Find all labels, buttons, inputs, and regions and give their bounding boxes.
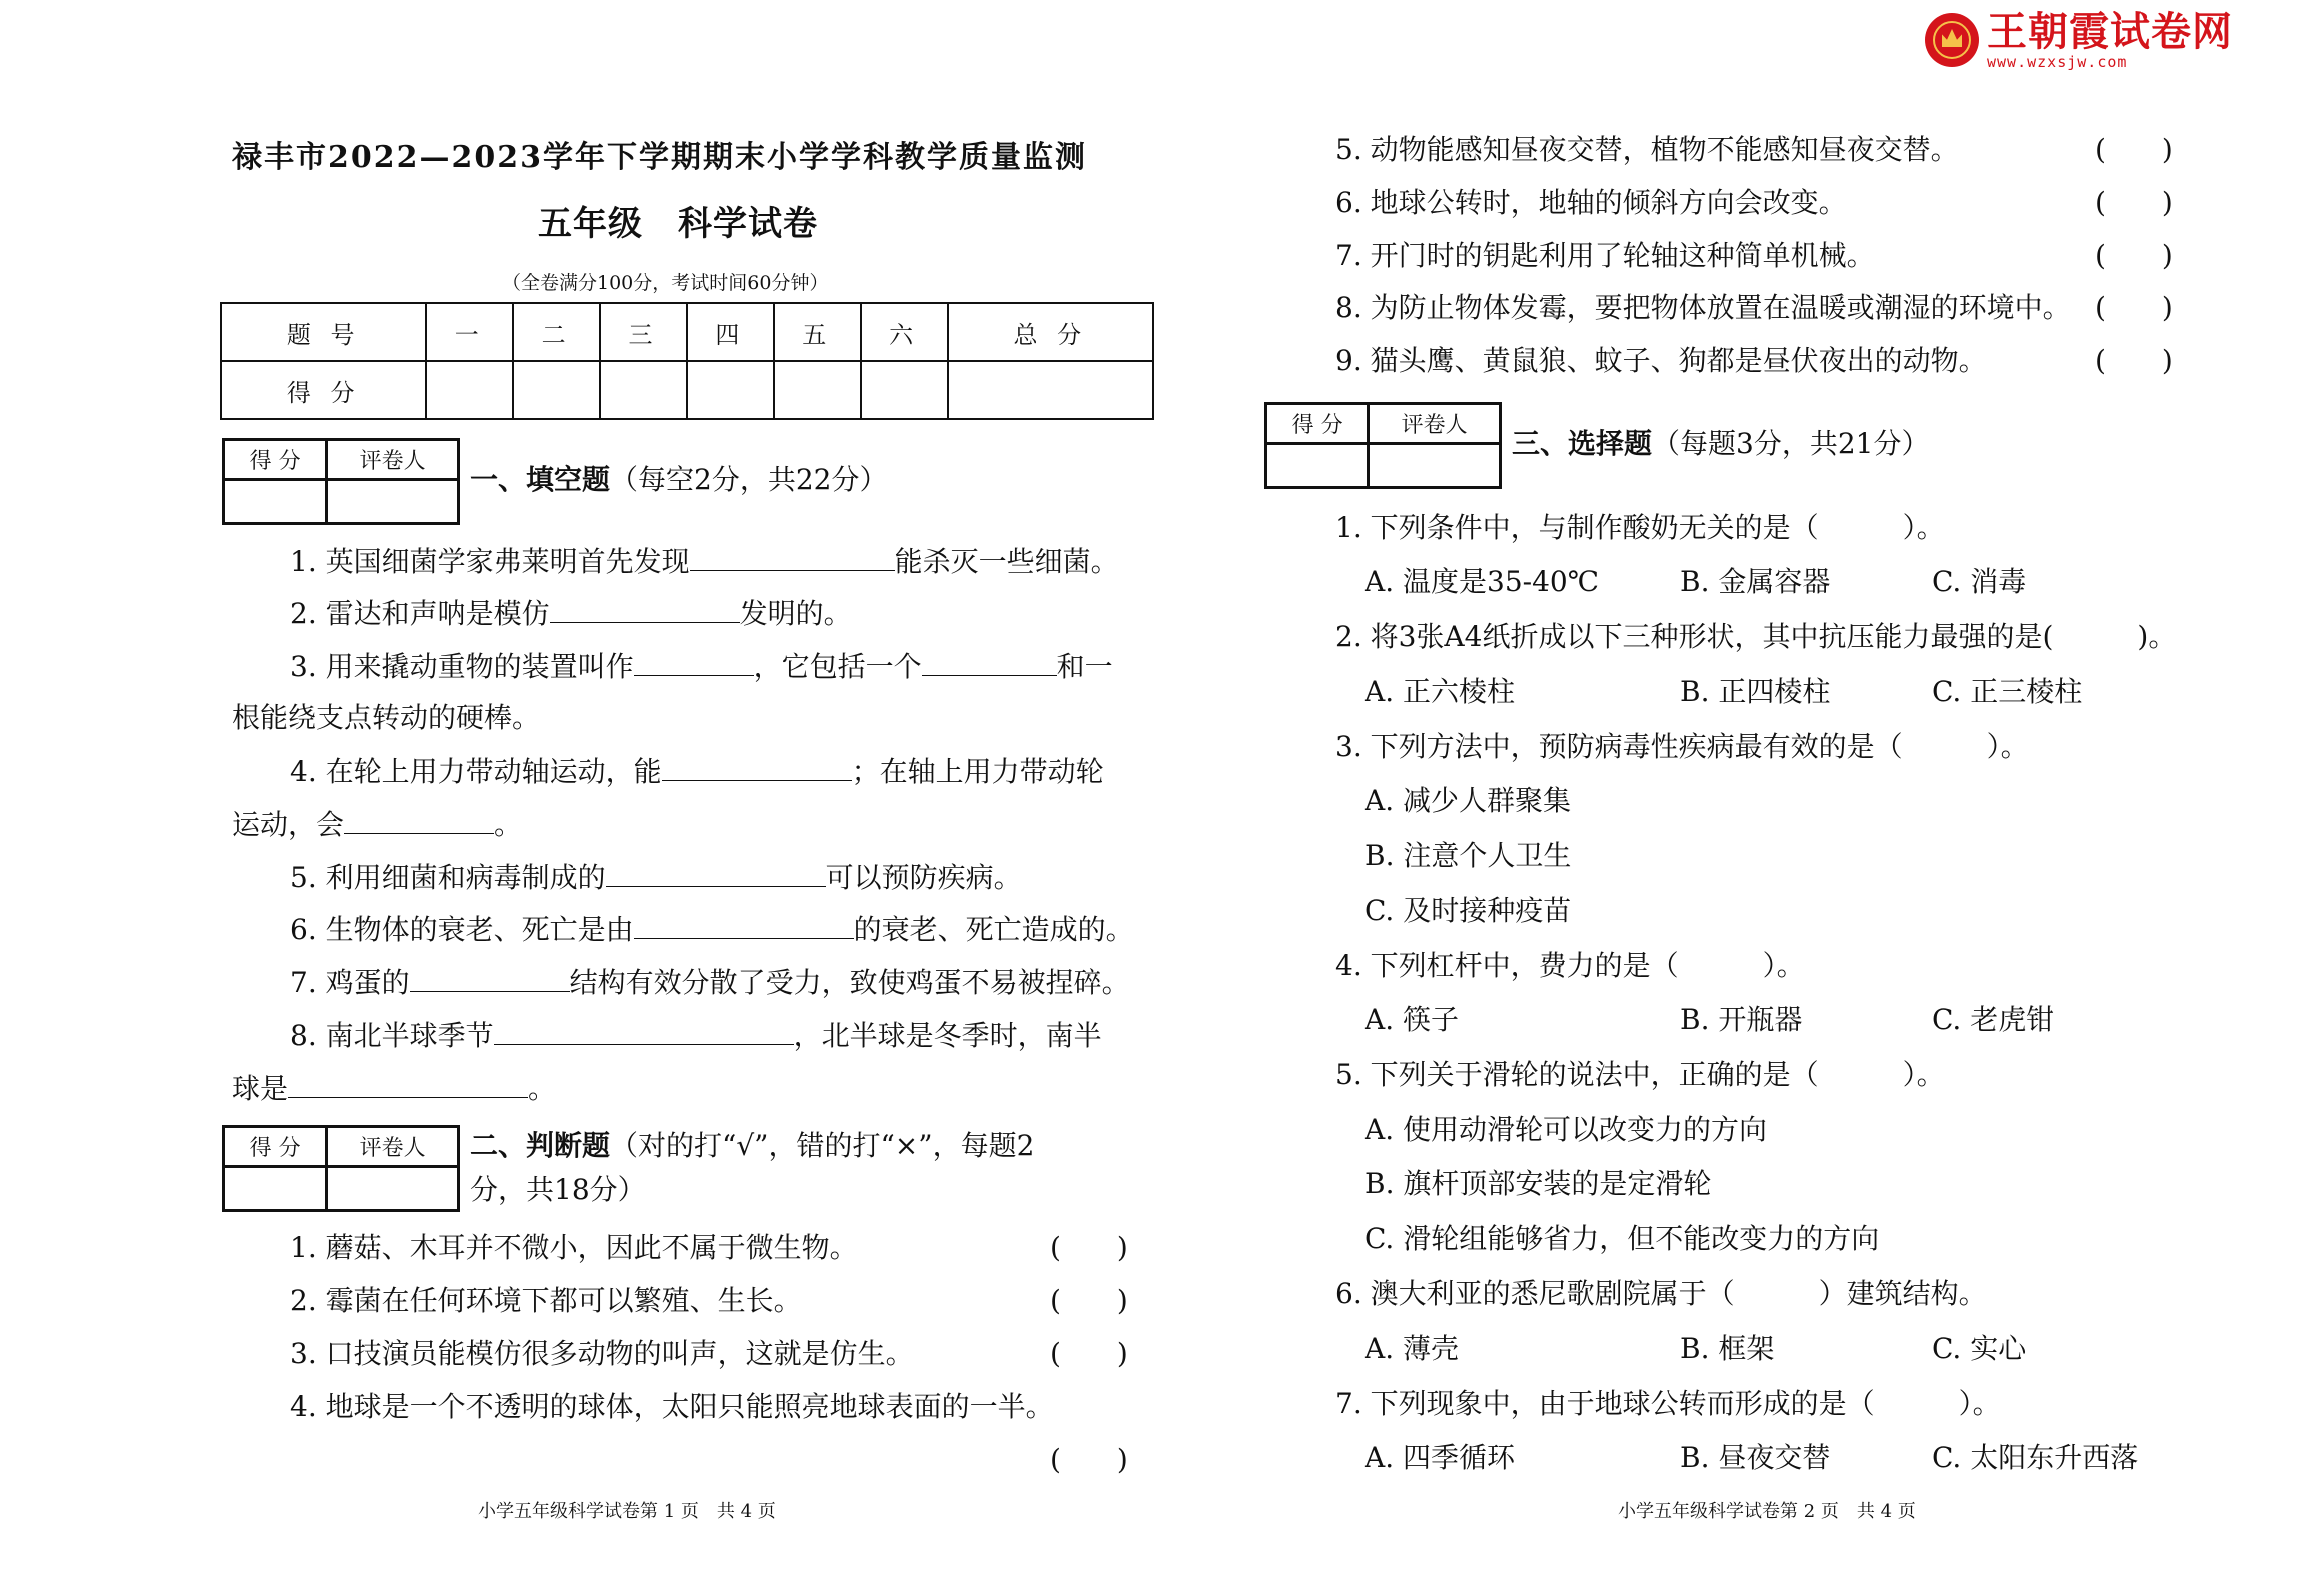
score-table-cell: 题 号 <box>221 303 426 361</box>
judge-answer-paren[interactable]: ( ) <box>2095 291 2173 324</box>
answer-blank[interactable] <box>690 540 895 571</box>
footer-left: 小学五年级科学试卷第 1 页 共 4 页 <box>478 1501 776 1522</box>
judge-answer-paren[interactable]: ( ) <box>1050 1337 1128 1370</box>
choice-option[interactable]: A. 筷子 <box>1365 1003 1460 1036</box>
grader-score-label: 得 分 <box>1266 404 1369 444</box>
answer-blank[interactable] <box>288 1067 528 1098</box>
score-table <box>220 302 1154 420</box>
judge-question-7: 7. 开门时的钥匙利用了轮轴这种简单机械。 <box>1335 239 1875 272</box>
judge-question-8: 8. 为防止物体发霉，要把物体放置在温暖或潮湿的环境中。 <box>1335 291 2071 324</box>
question-text: ；在轴上用力带动轮 <box>851 755 1104 788</box>
answer-blank[interactable] <box>550 592 740 623</box>
answer-blank[interactable] <box>494 1014 794 1045</box>
answer-blank[interactable] <box>634 908 854 939</box>
exam-subtitle: 五年级 科学试卷 <box>538 204 818 244</box>
choice-option[interactable]: A. 正六棱柱 <box>1365 675 1516 708</box>
grader-score-cell[interactable] <box>224 1167 327 1211</box>
question-text: 球是 <box>232 1072 289 1105</box>
grader-label: 评卷人 <box>1369 404 1501 444</box>
question-text: 能杀灭一些细菌。 <box>894 545 1119 578</box>
judge-question-1: 1. 蘑菇、木耳并不微小，因此不属于微生物。 <box>290 1231 858 1264</box>
question-text: ，它包括一个 <box>753 650 922 683</box>
grader-box-section3 <box>1264 402 1502 489</box>
grader-score-label: 得 分 <box>224 440 327 480</box>
logo-title: 王朝霞试卷网 <box>1987 9 2233 55</box>
choice-option[interactable]: B. 旗杆顶部安装的是定滑轮 <box>1365 1167 1712 1200</box>
judge-question-5: 5. 动物能感知昼夜交替，植物不能感知昼夜交替。 <box>1335 133 1959 166</box>
score-input-cell[interactable] <box>861 361 948 419</box>
answer-blank[interactable] <box>922 645 1057 676</box>
site-logo <box>1925 10 2233 70</box>
grader-score-cell[interactable] <box>224 480 327 524</box>
judge-answer-paren[interactable]: ( ) <box>2095 239 2173 272</box>
question-text: ，北半球是冬季时，南半 <box>793 1019 1102 1052</box>
choice-question-2: 2. 将3张A4纸折成以下三种形状，其中抗压能力最强的是( )。 <box>1335 620 2177 653</box>
answer-blank[interactable] <box>606 856 826 887</box>
grader-label: 评卷人 <box>327 440 459 480</box>
score-table-cell: 一 <box>426 303 513 361</box>
fill-question-3 <box>290 645 1113 687</box>
question-text: 。 <box>528 1072 557 1105</box>
question-text: 2. 雷达和声呐是模仿 <box>290 597 550 630</box>
section3-title: 三、选择题 <box>1512 427 1653 460</box>
fill-question-3-cont: 根能绕支点转动的硬棒。 <box>232 701 541 734</box>
grader-name-cell[interactable] <box>327 1167 459 1211</box>
choice-option[interactable]: B. 框架 <box>1680 1332 1775 1365</box>
choice-question-5: 5. 下列关于滑轮的说法中，正确的是（ ）。 <box>1335 1058 1945 1091</box>
choice-option[interactable]: B. 注意个人卫生 <box>1365 839 1572 872</box>
choice-question-1: 1. 下列条件中，与制作酸奶无关的是（ ）。 <box>1335 511 1945 544</box>
section1-points: （每空2分，共22分） <box>610 463 888 496</box>
grader-label: 评卷人 <box>327 1127 459 1167</box>
score-input-cell[interactable] <box>600 361 687 419</box>
choice-question-7: 7. 下列现象中，由于地球公转而形成的是（ ）。 <box>1335 1387 2001 1420</box>
fill-question-4-cont <box>232 803 522 845</box>
score-table-cell: 四 <box>687 303 774 361</box>
judge-answer-paren[interactable]: ( ) <box>1050 1231 1128 1264</box>
choice-option[interactable]: B. 昼夜交替 <box>1680 1441 1831 1474</box>
grader-name-cell[interactable] <box>1369 444 1501 488</box>
choice-option[interactable]: A. 使用动滑轮可以改变力的方向 <box>1365 1113 1768 1146</box>
question-text: 可以预防疾病。 <box>825 861 1022 894</box>
choice-option[interactable]: A. 四季循环 <box>1365 1441 1516 1474</box>
grader-box-section2 <box>222 1125 460 1212</box>
choice-option[interactable]: B. 开瓶器 <box>1680 1003 1803 1036</box>
score-table-cell: 得 分 <box>221 361 426 419</box>
answer-blank[interactable] <box>634 645 754 676</box>
question-text: 。 <box>494 808 523 841</box>
fill-question-8-cont <box>232 1067 556 1109</box>
fill-question-5 <box>290 856 1022 898</box>
grader-name-cell[interactable] <box>327 480 459 524</box>
question-text: 7. 鸡蛋的 <box>290 966 410 999</box>
score-table-cell: 总 分 <box>948 303 1153 361</box>
section3-points: （每题3分，共21分） <box>1652 427 1930 460</box>
section1-title: 一、填空题 <box>470 463 611 496</box>
judge-question-6: 6. 地球公转时，地轴的倾斜方向会改变。 <box>1335 186 1847 219</box>
choice-option[interactable]: A. 温度是35-40℃ <box>1365 565 1600 598</box>
section2-heading <box>470 1126 1034 1166</box>
choice-option[interactable]: C. 滑轮组能够省力，但不能改变力的方向 <box>1365 1222 1880 1255</box>
section1-heading <box>470 460 887 500</box>
answer-blank[interactable] <box>410 961 570 992</box>
choice-question-4: 4. 下列杠杆中，费力的是（ ）。 <box>1335 949 1805 982</box>
score-input-cell[interactable] <box>687 361 774 419</box>
score-input-cell[interactable] <box>513 361 600 419</box>
grader-score-label: 得 分 <box>224 1127 327 1167</box>
judge-question-9: 9. 猫头鹰、黄鼠狼、蚊子、狗都是昼伏夜出的动物。 <box>1335 344 1987 377</box>
judge-question-4: 4. 地球是一个不透明的球体，太阳只能照亮地球表面的一半。 <box>290 1390 1054 1423</box>
question-text: 1. 英国细菌学家弗莱明首先发现 <box>290 545 690 578</box>
score-input-cell[interactable] <box>948 361 1153 419</box>
answer-blank[interactable] <box>662 750 852 781</box>
question-text: 运动，会 <box>232 808 345 841</box>
question-text: 8. 南北半球季节 <box>290 1019 494 1052</box>
question-text: 4. 在轮上用力带动轴运动，能 <box>290 755 662 788</box>
judge-answer-paren[interactable]: ( ) <box>2095 186 2173 219</box>
fill-question-7 <box>290 961 1130 1003</box>
fill-question-6 <box>290 908 1134 950</box>
judge-answer-paren[interactable]: ( ) <box>2095 133 2173 166</box>
choice-option[interactable]: A. 减少人群聚集 <box>1365 784 1572 817</box>
fill-question-8 <box>290 1014 1102 1056</box>
grader-box-section1 <box>222 438 460 525</box>
judge-answer-paren[interactable]: ( ) <box>1050 1284 1128 1317</box>
section2-points-line1: （对的打“√”，错的打“×”，每题2 <box>610 1129 1035 1162</box>
choice-option[interactable]: C. 老虎钳 <box>1932 1003 2055 1036</box>
score-input-cell[interactable] <box>426 361 513 419</box>
judge-answer-paren[interactable]: ( ) <box>2095 344 2173 377</box>
question-text: 6. 生物体的衰老、死亡是由 <box>290 913 634 946</box>
choice-option[interactable]: C. 太阳东升西落 <box>1932 1441 2139 1474</box>
fill-question-2 <box>290 592 852 634</box>
score-table-cell: 三 <box>600 303 687 361</box>
score-table-score-row <box>221 361 1153 419</box>
choice-option[interactable]: B. 金属容器 <box>1680 565 1831 598</box>
choice-option[interactable]: C. 及时接种疫苗 <box>1365 894 1572 927</box>
judge-question-2: 2. 霉菌在任何环境下都可以繁殖、生长。 <box>290 1284 802 1317</box>
grader-score-cell[interactable] <box>1266 444 1369 488</box>
question-text: 结构有效分散了受力，致使鸡蛋不易被捏碎。 <box>569 966 1130 999</box>
logo-url: www.wzxsjw.com <box>1987 53 2128 71</box>
exam-title: 禄丰市2022—2023学年下学期期末小学学科教学质量监测 <box>232 140 1087 175</box>
question-text: 5. 利用细菌和病毒制成的 <box>290 861 606 894</box>
score-table-header-row <box>221 303 1153 361</box>
choice-question-6: 6. 澳大利亚的悉尼歌剧院属于（ ）建筑结构。 <box>1335 1277 1987 1310</box>
logo-seal-icon <box>1925 13 1979 67</box>
choice-option[interactable]: C. 正三棱柱 <box>1932 675 2083 708</box>
section2-title: 二、判断题 <box>470 1129 611 1162</box>
question-text: 发明的。 <box>739 597 852 630</box>
question-text: 的衰老、死亡造成的。 <box>853 913 1134 946</box>
fill-question-4 <box>290 750 1104 792</box>
choice-option[interactable]: B. 正四棱柱 <box>1680 675 1831 708</box>
choice-question-3: 3. 下列方法中，预防病毒性疾病最有效的是（ ）。 <box>1335 730 2029 763</box>
question-text: 和一 <box>1056 650 1113 683</box>
section2-points-line2: 分，共18分） <box>470 1173 646 1206</box>
judge-answer-paren[interactable]: ( ) <box>1050 1443 1128 1476</box>
exam-note: （全卷满分100分，考试时间60分钟） <box>502 272 829 294</box>
section3-heading <box>1512 424 1929 464</box>
score-table-cell: 五 <box>774 303 861 361</box>
judge-question-3: 3. 口技演员能模仿很多动物的叫声，这就是仿生。 <box>290 1337 914 1370</box>
choice-option[interactable]: C. 消毒 <box>1932 565 2027 598</box>
fill-question-1 <box>290 540 1119 582</box>
choice-option[interactable]: C. 实心 <box>1932 1332 2027 1365</box>
choice-option[interactable]: A. 薄壳 <box>1365 1332 1460 1365</box>
answer-blank[interactable] <box>344 803 494 834</box>
footer-right: 小学五年级科学试卷第 2 页 共 4 页 <box>1618 1501 1916 1522</box>
score-input-cell[interactable] <box>774 361 861 419</box>
question-text: 3. 用来撬动重物的装置叫作 <box>290 650 634 683</box>
score-table-cell: 六 <box>861 303 948 361</box>
score-table-cell: 二 <box>513 303 600 361</box>
